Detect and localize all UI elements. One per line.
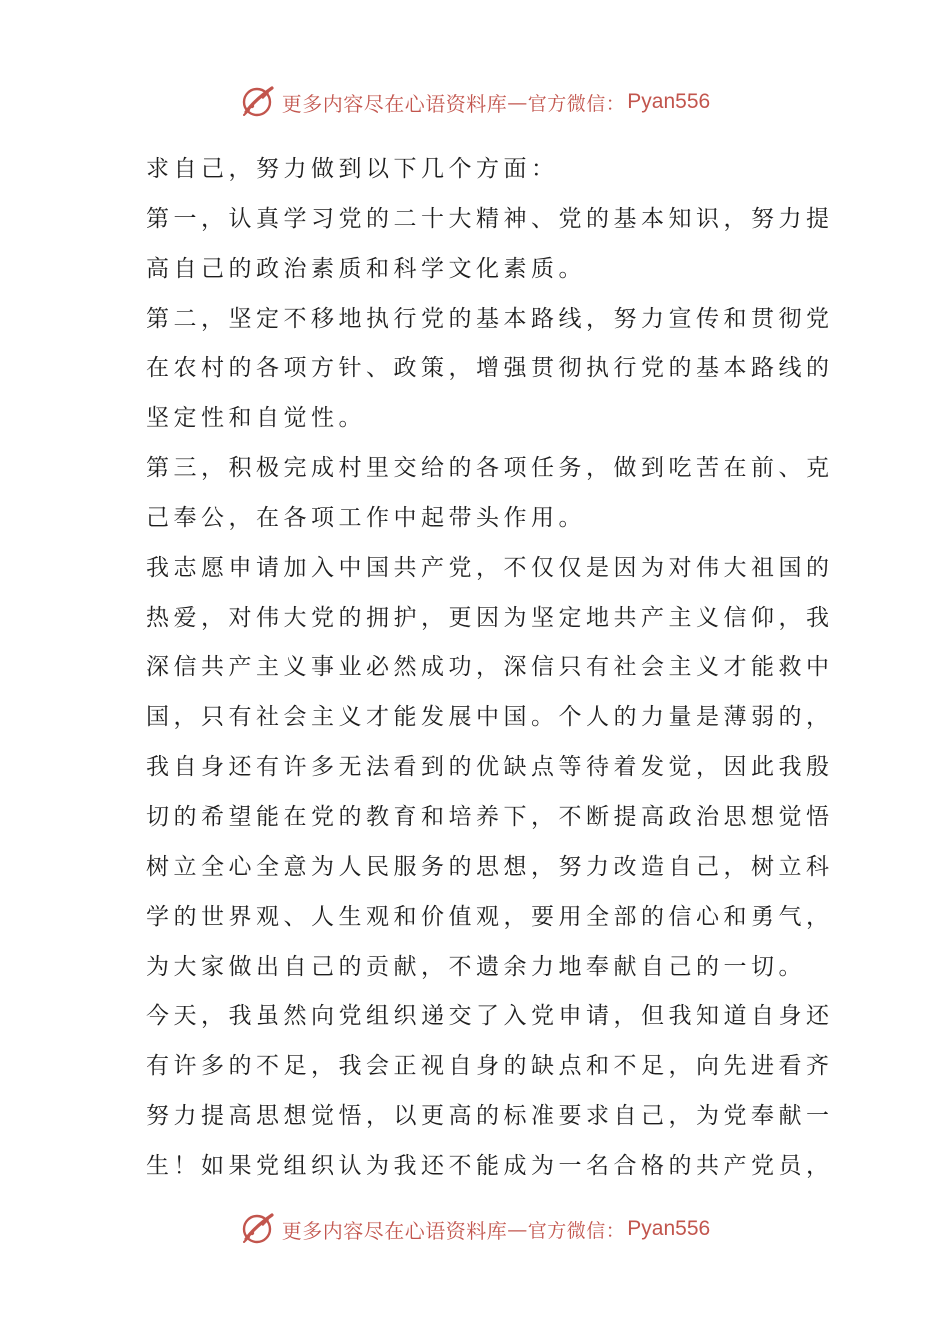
- pen-nib-logo-icon: [240, 84, 276, 120]
- body-line: 努力提高思想觉悟，以更高的标准要求自己，为党奉献一: [146, 1103, 834, 1130]
- body-line: 国，只有社会主义才能发展中国。个人的力量是薄弱的，: [146, 704, 834, 731]
- body-line: 为大家做出自己的贡献，不遗余力地奉献自己的一切。: [146, 953, 806, 980]
- body-line: 第一，认真学习党的二十大精神、党的基本知识，努力提: [146, 205, 834, 232]
- body-line: 深信共产主义事业必然成功，深信只有社会主义才能救中: [146, 654, 834, 681]
- body-line: 求自己，努力做到以下几个方面：: [146, 156, 559, 182]
- footer-wechat-label: 官方微信：: [527, 1219, 626, 1242]
- pen-nib-logo-icon: [240, 1211, 276, 1247]
- body-line: 在农村的各项方针、政策，增强贯彻执行党的基本路线的: [146, 355, 834, 382]
- footer-watermark: [0, 1209, 950, 1249]
- document-body: [146, 145, 834, 1192]
- header-site-name: 更多内容尽在心语资料库: [281, 91, 508, 116]
- header-wechat-label: 官方微信：: [527, 92, 626, 115]
- body-line: 高自己的政治素质和科学文化素质。: [146, 255, 586, 282]
- body-line: 我自身还有许多无法看到的优缺点等待着发觉，因此我殷: [146, 754, 834, 781]
- body-line: 树立全心全意为人民服务的思想，努力改造自己，树立科: [146, 853, 834, 880]
- footer-wechat-id: Pyan556: [627, 1217, 711, 1240]
- body-line: 第二，坚定不移地执行党的基本路线，努力宣传和贯彻党: [146, 305, 834, 332]
- body-line: 我志愿申请加入中国共产党，不仅仅是因为对伟大祖国的: [146, 554, 834, 581]
- body-line: 有许多的不足，我会正视自身的缺点和不足，向先进看齐: [146, 1053, 834, 1080]
- body-line: 坚定性和自觉性。: [146, 405, 366, 432]
- body-line: 生！如果党组织认为我还不能成为一名合格的共产党员，: [146, 1152, 834, 1179]
- body-line: 今天，我虽然向党组织递交了入党申请，但我知道自身还: [146, 1003, 834, 1030]
- body-line: 学的世界观、人生观和价值观，要用全部的信心和勇气，: [146, 903, 834, 930]
- header-wechat-id: Pyan556: [627, 90, 711, 113]
- footer-site-name: 更多内容尽在心语资料库: [281, 1218, 508, 1243]
- body-line: 己奉公，在各项工作中起带头作用。: [146, 504, 586, 531]
- footer-dash: —: [507, 1217, 528, 1241]
- header-dash: —: [507, 90, 528, 114]
- body-line: 热爱，对伟大党的拥护，更因为坚定地共产主义信仰，我: [146, 604, 834, 631]
- header-watermark: [0, 82, 950, 122]
- body-line: 切的希望能在党的教育和培养下，不断提高政治思想觉悟: [146, 803, 834, 830]
- body-line: 第三，积极完成村里交给的各项任务，做到吃苦在前、克: [146, 455, 834, 482]
